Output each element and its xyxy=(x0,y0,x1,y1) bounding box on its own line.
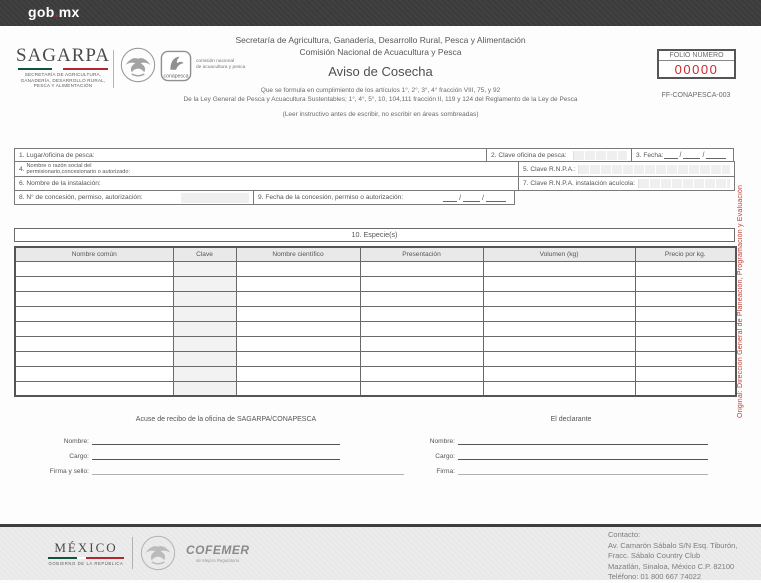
declarante-title: El declarante xyxy=(550,416,592,423)
species-cell[interactable] xyxy=(635,306,736,321)
species-cell[interactable] xyxy=(483,321,635,336)
mexico-logo xyxy=(46,540,126,566)
species-cell[interactable] xyxy=(360,321,483,336)
clave-rnpa-instalacion-input-cells[interactable] xyxy=(638,179,730,188)
species-table-body xyxy=(15,261,736,396)
species-column-header: Nombre científico xyxy=(236,247,360,261)
form-row-2 xyxy=(14,161,735,177)
species-cell[interactable] xyxy=(483,381,635,396)
copy-distribution-note: Original: Dirección General de Planeación, Programación y Evaluación xyxy=(737,184,744,418)
species-cell[interactable] xyxy=(635,276,736,291)
field-nombre-razon-number: 4. xyxy=(19,165,25,173)
species-cell[interactable] xyxy=(483,366,635,381)
species-cell[interactable] xyxy=(15,291,173,306)
species-column-header: Volumen (kg) xyxy=(483,247,635,261)
field-nombre-razon-label-line1: Nombre o razón social del xyxy=(26,162,92,169)
species-cell[interactable] xyxy=(635,261,736,276)
acuse-firma-sello-line[interactable] xyxy=(92,474,404,475)
species-cell[interactable] xyxy=(173,306,236,321)
field-fecha-concesion-label: 9. Fecha de la concesión, permiso o autorización: xyxy=(258,194,404,201)
field-nombre-razon-label xyxy=(27,163,131,175)
species-cell[interactable] xyxy=(236,381,360,396)
gobmx-logo-gob: gob xyxy=(28,4,55,20)
species-cell[interactable] xyxy=(360,306,483,321)
acuse-firma-sello-row xyxy=(40,460,412,475)
field-fecha[interactable] xyxy=(631,148,734,162)
species-cell[interactable] xyxy=(236,276,360,291)
field-lugar-oficina[interactable] xyxy=(14,148,487,162)
species-cell[interactable] xyxy=(173,381,236,396)
species-cell[interactable] xyxy=(15,261,173,276)
folio-value: 00000 xyxy=(674,62,719,77)
declarante-firma-row xyxy=(428,460,714,475)
acuse-nombre-row xyxy=(40,430,412,445)
cofemer-subtitle: de Mejora Regulatoria xyxy=(196,558,240,563)
species-cell[interactable] xyxy=(635,291,736,306)
species-cell[interactable] xyxy=(236,351,360,366)
species-cell[interactable] xyxy=(236,306,360,321)
species-cell[interactable] xyxy=(635,381,736,396)
folio-box xyxy=(657,49,736,79)
species-cell[interactable] xyxy=(236,291,360,306)
acuse-recibo-block xyxy=(40,416,412,475)
declarante-nombre-label: Nombre: xyxy=(429,438,455,445)
species-column-header: Precio por kg. xyxy=(635,247,736,261)
species-cell[interactable] xyxy=(15,381,173,396)
species-cell[interactable] xyxy=(360,336,483,351)
species-cell[interactable] xyxy=(173,321,236,336)
species-cell[interactable] xyxy=(15,306,173,321)
field-lugar-oficina-label: 1. Lugar/oficina de pesca: xyxy=(19,151,95,159)
conapesca-subtitle-line1: comisión nacional xyxy=(196,59,235,64)
instruction-line: (Leer instructivo antes de escribir, no escribir en áreas sombreadas) xyxy=(282,111,479,118)
species-cell[interactable] xyxy=(635,366,736,381)
acuse-firma-sello-label: Firma y sello: xyxy=(49,468,89,475)
field-clave-rnpa-instalacion-label: 7. Clave R.N.P.A. instalación acuícola: xyxy=(523,180,636,187)
field-clave-rnpa[interactable] xyxy=(518,161,735,177)
acuse-nombre-label: Nombre: xyxy=(63,438,89,445)
species-cell[interactable] xyxy=(483,261,635,276)
contact-line-address1: Av. Camarón Sábalo S/N Esq. Tiburón, xyxy=(608,540,738,550)
footer-logo-divider xyxy=(132,537,133,569)
acuse-cargo-row xyxy=(40,445,412,460)
species-cell[interactable] xyxy=(173,336,236,351)
form-row-1 xyxy=(14,148,734,162)
mexico-tricolor-bar xyxy=(48,557,124,559)
species-cell[interactable] xyxy=(483,291,635,306)
declarante-nombre-row xyxy=(428,430,714,445)
gobmx-logo-mx: mx xyxy=(58,4,80,20)
species-cell[interactable] xyxy=(15,321,173,336)
field-nombre-razon-social[interactable] xyxy=(14,161,519,177)
species-cell[interactable] xyxy=(15,351,173,366)
species-cell[interactable] xyxy=(635,351,736,366)
declarante-block xyxy=(428,416,714,475)
declarante-nombre-line[interactable] xyxy=(458,444,708,445)
form-title: Aviso de Cosecha xyxy=(328,64,433,79)
species-cell[interactable] xyxy=(236,366,360,381)
species-cell[interactable] xyxy=(15,336,173,351)
species-cell[interactable] xyxy=(483,336,635,351)
topbar xyxy=(0,0,761,26)
gobmx-logo xyxy=(28,4,80,20)
commission-line: Comisión Nacional de Acuacultura y Pesca xyxy=(299,47,462,57)
field-num-concesion[interactable] xyxy=(14,190,254,205)
declarante-firma-line[interactable] xyxy=(458,474,708,475)
department-line: Secretaría de Agricultura, Ganadería, Desarrollo Rural, Pesca y Alimentación xyxy=(235,35,526,45)
species-row xyxy=(15,306,736,321)
field-nombre-razon-label-line2: permisionario,concesionario o autorizado: xyxy=(26,169,131,175)
species-cell[interactable] xyxy=(360,381,483,396)
species-row xyxy=(15,381,736,396)
species-cell[interactable] xyxy=(15,276,173,291)
declarante-cargo-row xyxy=(428,445,714,460)
declarante-cargo-label: Cargo: xyxy=(435,453,455,460)
species-cell[interactable] xyxy=(360,291,483,306)
species-cell[interactable] xyxy=(236,336,360,351)
field-clave-rnpa-instalacion[interactable] xyxy=(518,176,735,191)
species-cell[interactable] xyxy=(360,261,483,276)
species-row xyxy=(15,366,736,381)
page-footer xyxy=(0,524,761,580)
sagarpa-wordmark: SAGARPA xyxy=(16,45,110,66)
species-row xyxy=(15,276,736,291)
species-cell[interactable] xyxy=(483,276,635,291)
declarante-firma-label: Firma: xyxy=(436,468,455,475)
acuse-cargo-label: Cargo: xyxy=(69,453,89,460)
declarante-cargo-line[interactable] xyxy=(458,459,708,460)
fecha-date-input[interactable]: / / xyxy=(664,151,731,159)
species-column-header: Presentación xyxy=(360,247,483,261)
form-row-4 xyxy=(14,190,515,205)
mexico-subtitle: GOBIERNO DE LA REPÚBLICA xyxy=(48,561,124,566)
contact-line-address2: Fracc. Sábalo Country Club xyxy=(608,551,701,560)
contact-line-phone: Teléfono: 01 800 667 74022 xyxy=(608,572,701,581)
species-row xyxy=(15,321,736,336)
species-section-title: 10. Especie(s) xyxy=(14,228,735,242)
field-num-concesion-label: 8. N° de concesión, permiso, autorización: xyxy=(19,194,143,201)
form-row-3 xyxy=(14,176,735,191)
conapesca-subtitle-line2: de acuacultura y pesca xyxy=(196,64,246,70)
field-nombre-instalacion-label: 6. Nombre de la instalación: xyxy=(19,180,101,187)
species-header-row xyxy=(15,247,736,261)
field-clave-oficina-label: 2. Clave oficina de pesca: xyxy=(491,151,567,159)
acuse-cargo-line[interactable] xyxy=(92,459,340,460)
fecha-concesion-date-input[interactable]: / / xyxy=(443,194,510,202)
species-cell[interactable] xyxy=(173,276,236,291)
species-cell[interactable] xyxy=(360,366,483,381)
species-cell[interactable] xyxy=(173,366,236,381)
species-cell[interactable] xyxy=(236,321,360,336)
species-cell[interactable] xyxy=(483,306,635,321)
field-fecha-label: 3. Fecha: xyxy=(636,151,664,159)
acuse-nombre-line[interactable] xyxy=(92,444,340,445)
conapesca-wordmark: conapesca xyxy=(163,73,189,80)
form-code: FF-CONAPESCA-003 xyxy=(661,92,731,99)
species-row xyxy=(15,261,736,276)
species-cell[interactable] xyxy=(360,351,483,366)
mexico-wordmark: MÉXICO xyxy=(54,540,118,555)
species-cell[interactable] xyxy=(173,291,236,306)
legal-line-2: De la Ley General de Pesca y Acuacultura Sustentables; 1°, 4°, 5°, 10, 104,111 fracción II, 119 y 124 del Reglamento de la Ley de Pesca xyxy=(183,96,578,103)
species-row xyxy=(15,291,736,306)
clave-oficina-input-cells[interactable] xyxy=(573,151,627,160)
species-column-header: Nombre común xyxy=(15,247,173,261)
clave-rnpa-input-cells[interactable] xyxy=(578,165,730,174)
cofemer-logo xyxy=(186,543,250,563)
legal-line-1: Que se formula en cumplimiento de los artículos 1°, 2°, 3°, 4° fracción VIII, 75, y 92 xyxy=(260,87,501,94)
species-cell[interactable] xyxy=(236,261,360,276)
sagarpa-subtitle: SECRETARÍA DE AGRICULTURA, GANADERÍA, DESARROLLO RURAL, PESCA Y ALIMENTACIÓN xyxy=(20,72,106,88)
folio-label: FOLIO NÚMERO xyxy=(659,51,734,61)
field-clave-rnpa-label: 5. Clave R.N.P.A.: xyxy=(523,165,576,173)
species-cell[interactable] xyxy=(15,366,173,381)
species-table xyxy=(14,246,737,397)
species-cell[interactable] xyxy=(635,321,736,336)
species-cell[interactable] xyxy=(635,336,736,351)
acuse-recibo-title: Acuse de recibo de la oficina de SAGARPA/CONAPESCA xyxy=(135,416,317,423)
cofemer-wordmark: COFEMER xyxy=(186,543,250,557)
field-nombre-instalacion[interactable] xyxy=(14,176,519,191)
species-cell[interactable] xyxy=(173,261,236,276)
contact-line-city: Mazatlán, Sinaloa, México C.P. 82100 xyxy=(608,561,735,571)
species-cell[interactable] xyxy=(483,351,635,366)
species-column-header: Clave xyxy=(173,247,236,261)
gobmx-logo-dot: . xyxy=(54,4,59,20)
contact-block xyxy=(608,530,737,583)
species-cell[interactable] xyxy=(360,276,483,291)
contact-title: Contacto: xyxy=(608,530,641,539)
species-row xyxy=(15,336,736,351)
footer-eagle-seal-icon xyxy=(140,535,176,571)
species-cell[interactable] xyxy=(173,351,236,366)
species-row xyxy=(15,351,736,366)
field-clave-oficina[interactable] xyxy=(486,148,632,162)
field-fecha-concesion[interactable] xyxy=(253,190,515,205)
num-concesion-shaded-area[interactable] xyxy=(181,193,249,203)
